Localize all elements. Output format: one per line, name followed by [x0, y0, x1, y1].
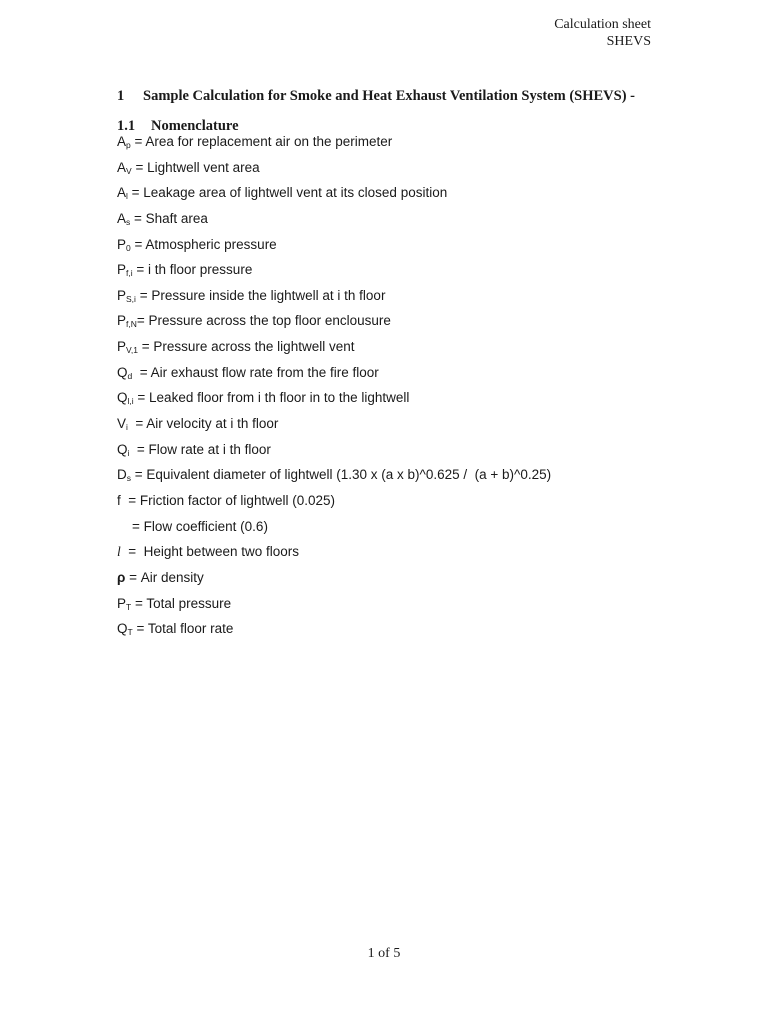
term-symbol: Q — [117, 390, 128, 406]
term-subscript: l,i — [127, 396, 134, 407]
page-number: 1 of 5 — [367, 946, 401, 961]
nomenclature-item — [117, 569, 551, 595]
term-symbol: P — [117, 287, 127, 303]
term-definition: = Flow coefficient (0.6) — [117, 518, 268, 534]
term-subscript: d — [127, 370, 133, 381]
nomenclature-item — [117, 441, 551, 467]
term-definition: = Leaked floor from i th floor in to the lightwell — [133, 390, 410, 406]
nomenclature-item — [117, 492, 551, 518]
term-subscript: s — [126, 473, 131, 484]
term-symbol: A — [117, 210, 127, 226]
term-definition: = Atmospheric pressure — [130, 236, 277, 252]
term-subscript: l — [126, 191, 128, 202]
term-definition: = Shaft area — [130, 210, 208, 226]
nomenclature-item — [117, 338, 551, 364]
term-subscript: p — [126, 140, 131, 150]
term-symbol: Q — [117, 621, 128, 637]
term-symbol: D — [117, 467, 127, 483]
term-subscript: s — [126, 216, 131, 227]
term-subscript: 0 — [126, 242, 131, 253]
term-definition: = Total floor rate — [132, 621, 234, 637]
term-definition: = Flow rate at i th floor — [129, 441, 271, 457]
nomenclature-item — [117, 620, 551, 646]
term-subscript: V,1 — [126, 345, 138, 356]
term-symbol: f — [117, 492, 121, 508]
term-subscript: T — [127, 627, 133, 638]
nomenclature-item — [117, 133, 551, 159]
nomenclature-item — [117, 518, 551, 544]
term-symbol: l — [117, 544, 121, 560]
nomenclature-item — [117, 595, 551, 621]
term-definition: = Pressure across the lightwell vent — [138, 339, 355, 355]
term-definition: = Pressure inside the lightwell at i th floor — [135, 287, 386, 303]
nomenclature-list — [117, 133, 551, 646]
nomenclature-item — [117, 466, 551, 492]
term-symbol: P — [117, 339, 127, 355]
term-symbol: V — [117, 416, 127, 432]
nomenclature-item — [117, 543, 551, 569]
term-definition: = Area for replacement air on the perimeter — [130, 134, 393, 149]
term-definition: = Equivalent diameter of lightwell (1.30 x (a x b)^0.625 / (a + b)^0.25) — [131, 467, 552, 483]
term-subscript: V — [126, 165, 132, 176]
term-subscript: S,i — [126, 293, 136, 304]
term-subscript: i — [126, 422, 128, 433]
nomenclature-item — [117, 389, 551, 415]
term-symbol: Q — [117, 441, 128, 457]
term-definition: = i th floor pressure — [132, 262, 253, 278]
section-heading-1 — [117, 88, 635, 105]
nomenclature-item — [117, 287, 551, 313]
term-definition: = Air density — [125, 569, 204, 585]
term-subscript: f,i — [126, 268, 133, 279]
term-symbol: A — [117, 134, 127, 149]
subsection-number: 1.1 — [117, 118, 136, 134]
nomenclature-item — [117, 261, 551, 287]
header-line-1: Calculation sheet — [554, 17, 651, 32]
term-symbol: A — [117, 185, 127, 201]
term-definition: = Pressure across the top floor enclousure — [136, 313, 391, 329]
nomenclature-item — [117, 210, 551, 236]
term-definition: = Lightwell vent area — [131, 159, 260, 175]
term-definition: = Total pressure — [131, 595, 232, 611]
term-symbol: ρ — [117, 569, 126, 585]
term-definition: = Leakage area of lightwell vent at its closed position — [127, 185, 448, 201]
term-subscript: T — [126, 601, 132, 612]
term-definition: = Height between two floors — [120, 544, 299, 560]
term-symbol: P — [117, 236, 127, 252]
nomenclature-item — [117, 312, 551, 338]
term-symbol: A — [117, 159, 127, 175]
nomenclature-item — [117, 159, 551, 185]
subsection-title: Nomenclature — [151, 118, 239, 134]
section-title: Sample Calculation for Smoke and Heat Exhaust Ventilation System (SHEVS) - — [143, 88, 635, 104]
term-symbol: P — [117, 262, 127, 278]
term-symbol: P — [117, 313, 127, 329]
nomenclature-item — [117, 415, 551, 441]
nomenclature-item — [117, 364, 551, 390]
term-definition: = Friction factor of lightwell (0.025) — [120, 492, 335, 508]
term-subscript: i — [127, 447, 130, 458]
term-definition: = Air exhaust flow rate from the fire floor — [132, 364, 379, 380]
term-definition: = Air velocity at i th floor — [127, 416, 279, 432]
document-header — [554, 16, 651, 50]
nomenclature-item — [117, 236, 551, 262]
section-number: 1 — [117, 88, 125, 104]
nomenclature-item — [117, 184, 551, 210]
term-symbol: Q — [117, 364, 128, 380]
term-symbol: P — [117, 595, 127, 611]
term-subscript: f,N — [126, 319, 137, 330]
header-line-2: SHEVS — [606, 34, 651, 49]
